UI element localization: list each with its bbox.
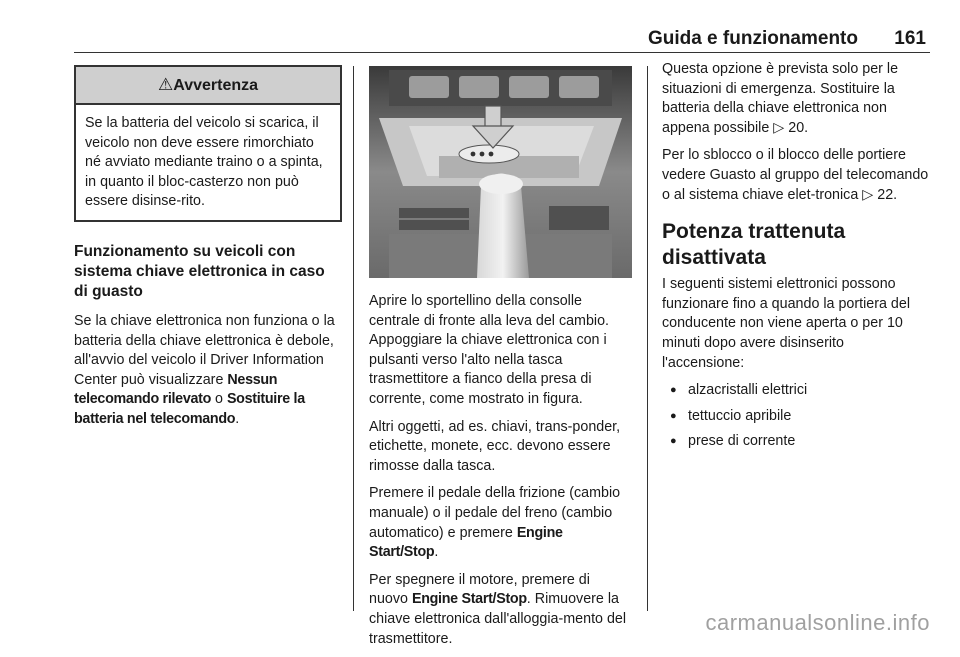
warning-header xyxy=(76,67,340,105)
page-reference: 22. xyxy=(877,186,898,203)
page-header xyxy=(74,22,930,53)
period: . xyxy=(434,544,439,561)
section-title: Guida e funzionamento xyxy=(647,28,858,49)
paragraph xyxy=(662,60,930,138)
paragraph-text: Premere il pedale della frizione (cambio manuale) o il pedale del freno (cambio automatico) e premere xyxy=(369,485,621,541)
paragraph xyxy=(74,312,342,430)
page-number: 161 xyxy=(894,28,926,49)
joiner-text: o xyxy=(211,391,223,408)
page-reference: 20. xyxy=(788,119,809,136)
paragraph xyxy=(662,146,930,205)
section-heading: Potenza trattenuta disattivata xyxy=(662,220,846,270)
page-reference-icon: ▷ xyxy=(773,119,785,136)
column-left xyxy=(74,60,342,438)
paragraph-text: Se la chiave elettronica non funziona o la batteria della chiave elettronica è debole, all'avvio del veicolo il Driver Information Center può visualizzare xyxy=(74,312,335,388)
period: . xyxy=(235,410,240,427)
paragraph xyxy=(369,571,632,649)
console-key-pocket-illustration xyxy=(369,66,632,278)
message-replace-battery: Sostituire la batteria nel telecomando xyxy=(74,391,305,427)
column-divider-2 xyxy=(647,66,648,611)
column-divider-1 xyxy=(353,66,354,611)
list-item: ● alzacristalli elettrici xyxy=(662,381,930,401)
paragraph-text: . Rimuovere la chiave elettronica dall'alloggia-mento del trasmettitore. xyxy=(369,591,627,647)
list-item: ● prese di corrente xyxy=(662,432,930,452)
column-right xyxy=(662,60,930,458)
message-no-remote: Nessun telecomando rilevato xyxy=(74,371,278,408)
warning-text: Se la batteria del veicolo si scarica, il veicolo non deve essere rimorchiato né avviato mediante traino o a spinta, in quanto il bloc-casterzo non può essere disinse-rito. xyxy=(85,115,323,210)
paragraph-text: Questa opzione è prevista solo per le situazioni di emergenza. Sostituire la batteria della chiave elettronica non appena possibile xyxy=(662,61,899,136)
paragraph: Altri oggetti, ad es. chiavi, trans-ponder, etichette, monete, ecc. devono essere rimosse dalla tasca. xyxy=(369,418,621,474)
paragraph: Aprire lo sportellino della consolle centrale di fronte alla leva del cambio. Appoggiare la chiave elettronica con i pulsanti verso l'alto nella tasca trasmettitore a fianco della presa di corrente, come mostrato in figura. xyxy=(369,293,610,407)
column-middle xyxy=(369,60,632,657)
paragraph xyxy=(369,484,632,562)
engine-start-stop-label: Engine Start/Stop xyxy=(369,524,563,561)
arrow-shaft xyxy=(485,106,501,128)
paragraph-text: Per lo sblocco o il blocco delle portiere vedere Guasto al gruppo del telecomando o al sistema chiave elet-tronica xyxy=(662,147,929,203)
page-reference-icon: ▷ xyxy=(862,186,874,203)
watermark: carmanualsonline.info xyxy=(705,610,930,635)
engine-start-stop-label: Engine Start/Stop xyxy=(411,591,527,608)
list-item: ● tettuccio apribile xyxy=(662,407,930,427)
warning-box xyxy=(74,65,342,222)
warning-icon: ⚠ xyxy=(157,75,174,94)
section-heading: Funzionamento su veicoli con sistema chiave elettronica in caso di guasto xyxy=(74,242,325,300)
paragraph: I seguenti sistemi elettronici possono funzionare fino a quando la portiera del conducente non viene aperta o per 10 minuti dopo avere disinserito l'accensione: xyxy=(662,276,910,371)
warning-title: Avvertenza xyxy=(173,77,259,94)
paragraph-text: Per spegnere il motore, premere di nuovo xyxy=(369,571,590,608)
